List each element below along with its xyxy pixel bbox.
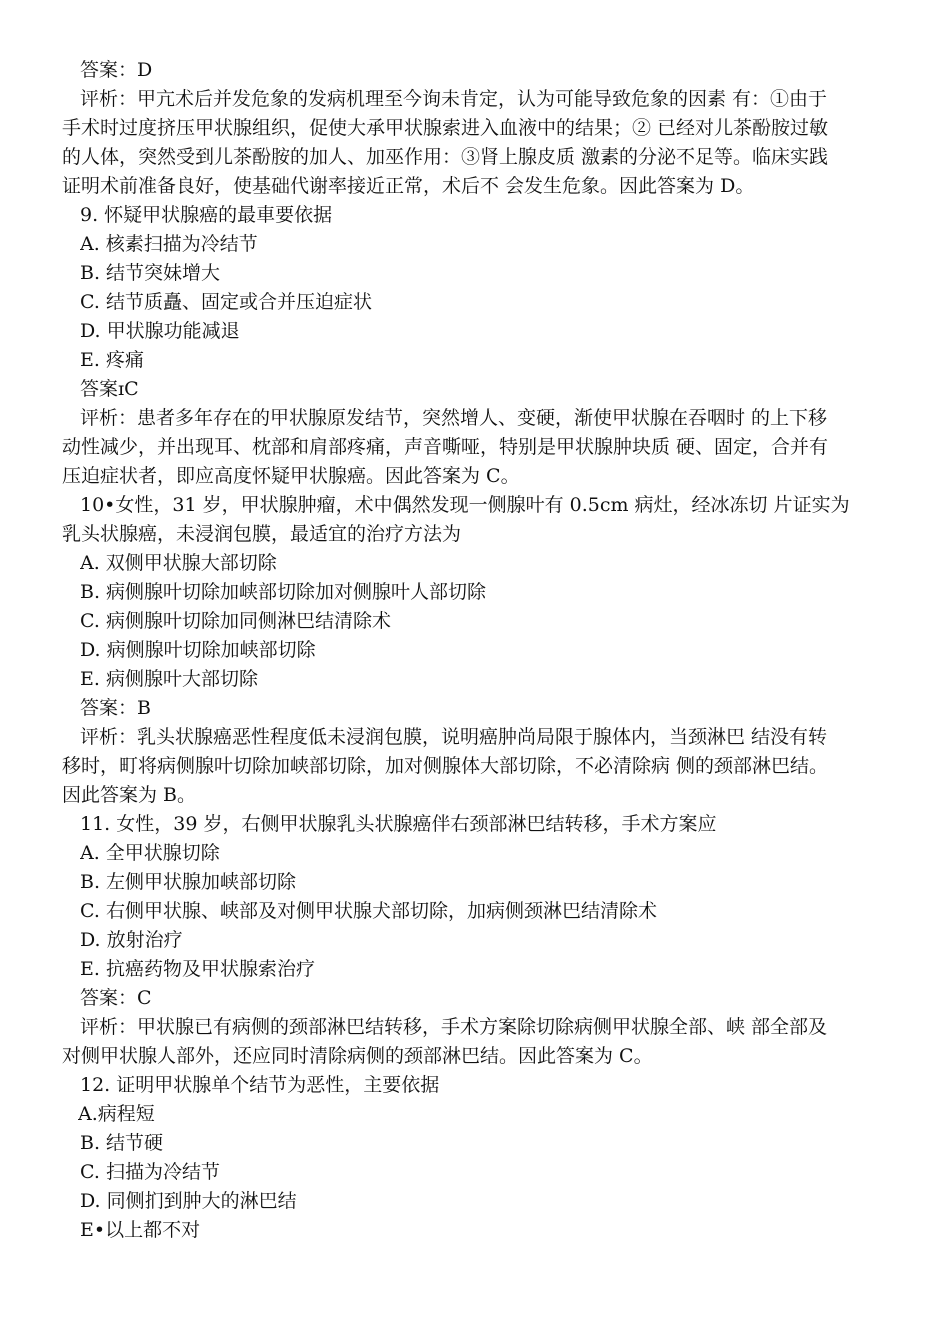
option-b: B. 结节硬 [80, 1132, 164, 1154]
question-12: 12. 证明甲状腺单个结节为恶性，主要依据 [80, 1074, 440, 1096]
analysis-line: 评析：甲亢术后并发危象的发病机理至今询未肯定，认为可能导致危象的因素 有：①由于 [80, 88, 828, 110]
question-11: 11. 女性，39 岁，右侧甲状腺乳头状腺癌伴右颈部淋巴结转移，手术方案应 [80, 813, 717, 835]
answer-line: 答案：C [80, 987, 152, 1009]
option-c: C. 病侧腺叶切除加同侧淋巴结清除术 [80, 610, 391, 632]
option-c: C. 结节质矗、固定或合并压迫症状 [80, 291, 372, 313]
option-a: A. 全甲状腺切除 [80, 842, 220, 864]
option-e: E•以上都不对 [80, 1219, 201, 1241]
question-9: 9. 怀疑甲状腺癌的最車要依据 [80, 204, 333, 226]
option-d: D. 放射治疗 [80, 929, 183, 951]
option-a: A. 双侧甲状腺大部切除 [80, 552, 277, 574]
option-b: B. 病侧腺叶切除加峡部切除加对侧腺叶人部切除 [80, 581, 487, 603]
option-b: B. 结节突妹增大 [80, 262, 221, 284]
analysis-line: 评析：甲状腺已有病侧的颈部淋巴结转移，手术方案除切除病侧甲状腺全部、峡 部全部及 [80, 1016, 828, 1038]
analysis-line: 对侧甲状腺人部外，还应同时清除病侧的颈部淋巴结。因此答案为 C。 [62, 1045, 653, 1067]
analysis-line: 证明术前准备良好，使基础代谢率接近正常，术后不 会发生危象。因此答案为 D。 [62, 175, 755, 197]
analysis-line: 手术时过度挤压甲状腺组织，促使大承甲状腺索进入血液中的结果；② 已经对儿茶酚胺过敏 [62, 117, 829, 139]
option-e: E. 抗癌药物及甲状腺索治疗 [80, 958, 315, 980]
option-d: D. 甲状腺功能减退 [80, 320, 240, 342]
analysis-line: 评析：患者多年存在的甲状腺原发结节，突然增人、变硬，渐使甲状腺在吞咽时 的上下移 [80, 407, 828, 429]
question-10-cont: 乳头状腺癌，未浸润包膜，最适宜的治疗方法为 [62, 523, 462, 545]
analysis-line: 移时，町将病侧腺叶切除加峡部切除，加对侧腺体大部切除，不必清除病 侧的颈部淋巴结。 [62, 755, 829, 777]
analysis-line: 评析：乳头状腺癌恶性程度低未浸润包膜，说明癌肿尚局限于腺体内，当颈淋巴 结没有转 [80, 726, 828, 748]
option-c: C. 扫描为冷结节 [80, 1161, 220, 1183]
analysis-line: 因此答案为 B。 [62, 784, 197, 806]
option-d: D. 病侧腺叶切除加峡部切除 [80, 639, 316, 661]
answer-line: 答案：D [80, 59, 153, 81]
option-d: D. 同侧扪到肿大的淋巴结 [80, 1190, 297, 1212]
analysis-line: 压迫症状者，即应高度怀疑甲状腺癌。因此答案为 C。 [62, 465, 520, 487]
answer-line: 答案ɪC [80, 378, 139, 400]
answer-line: 答案：B [80, 697, 151, 719]
option-a: A.病程短 [78, 1103, 155, 1125]
analysis-line: 的人体，突然受到儿茶酚胺的加人、加巫作用：③肾上腺皮质 激素的分泌不足等。临床实践 [62, 146, 829, 168]
option-e: E. 病侧腺叶大部切除 [80, 668, 258, 690]
option-a: A. 核素扫描为冷结节 [80, 233, 258, 255]
option-e: E. 疼痛 [80, 349, 144, 371]
analysis-line: 动性减少，并出现耳、枕部和肩部疼痛，声音嘶哑，特别是甲状腺肿块质 硬、固定，合并有 [62, 436, 829, 458]
question-10: 10•女性，31 岁，甲状腺肿瘤，术中偶然发现一侧腺叶有 0.5cm 病灶，经冰冻切 片证实为 [80, 494, 850, 516]
option-b: B. 左侧甲状腺加峡部切除 [80, 871, 297, 893]
option-c: C. 右侧甲状腺、峡部及对侧甲状腺犬部切除，加病侧颈淋巴结清除术 [80, 900, 657, 922]
